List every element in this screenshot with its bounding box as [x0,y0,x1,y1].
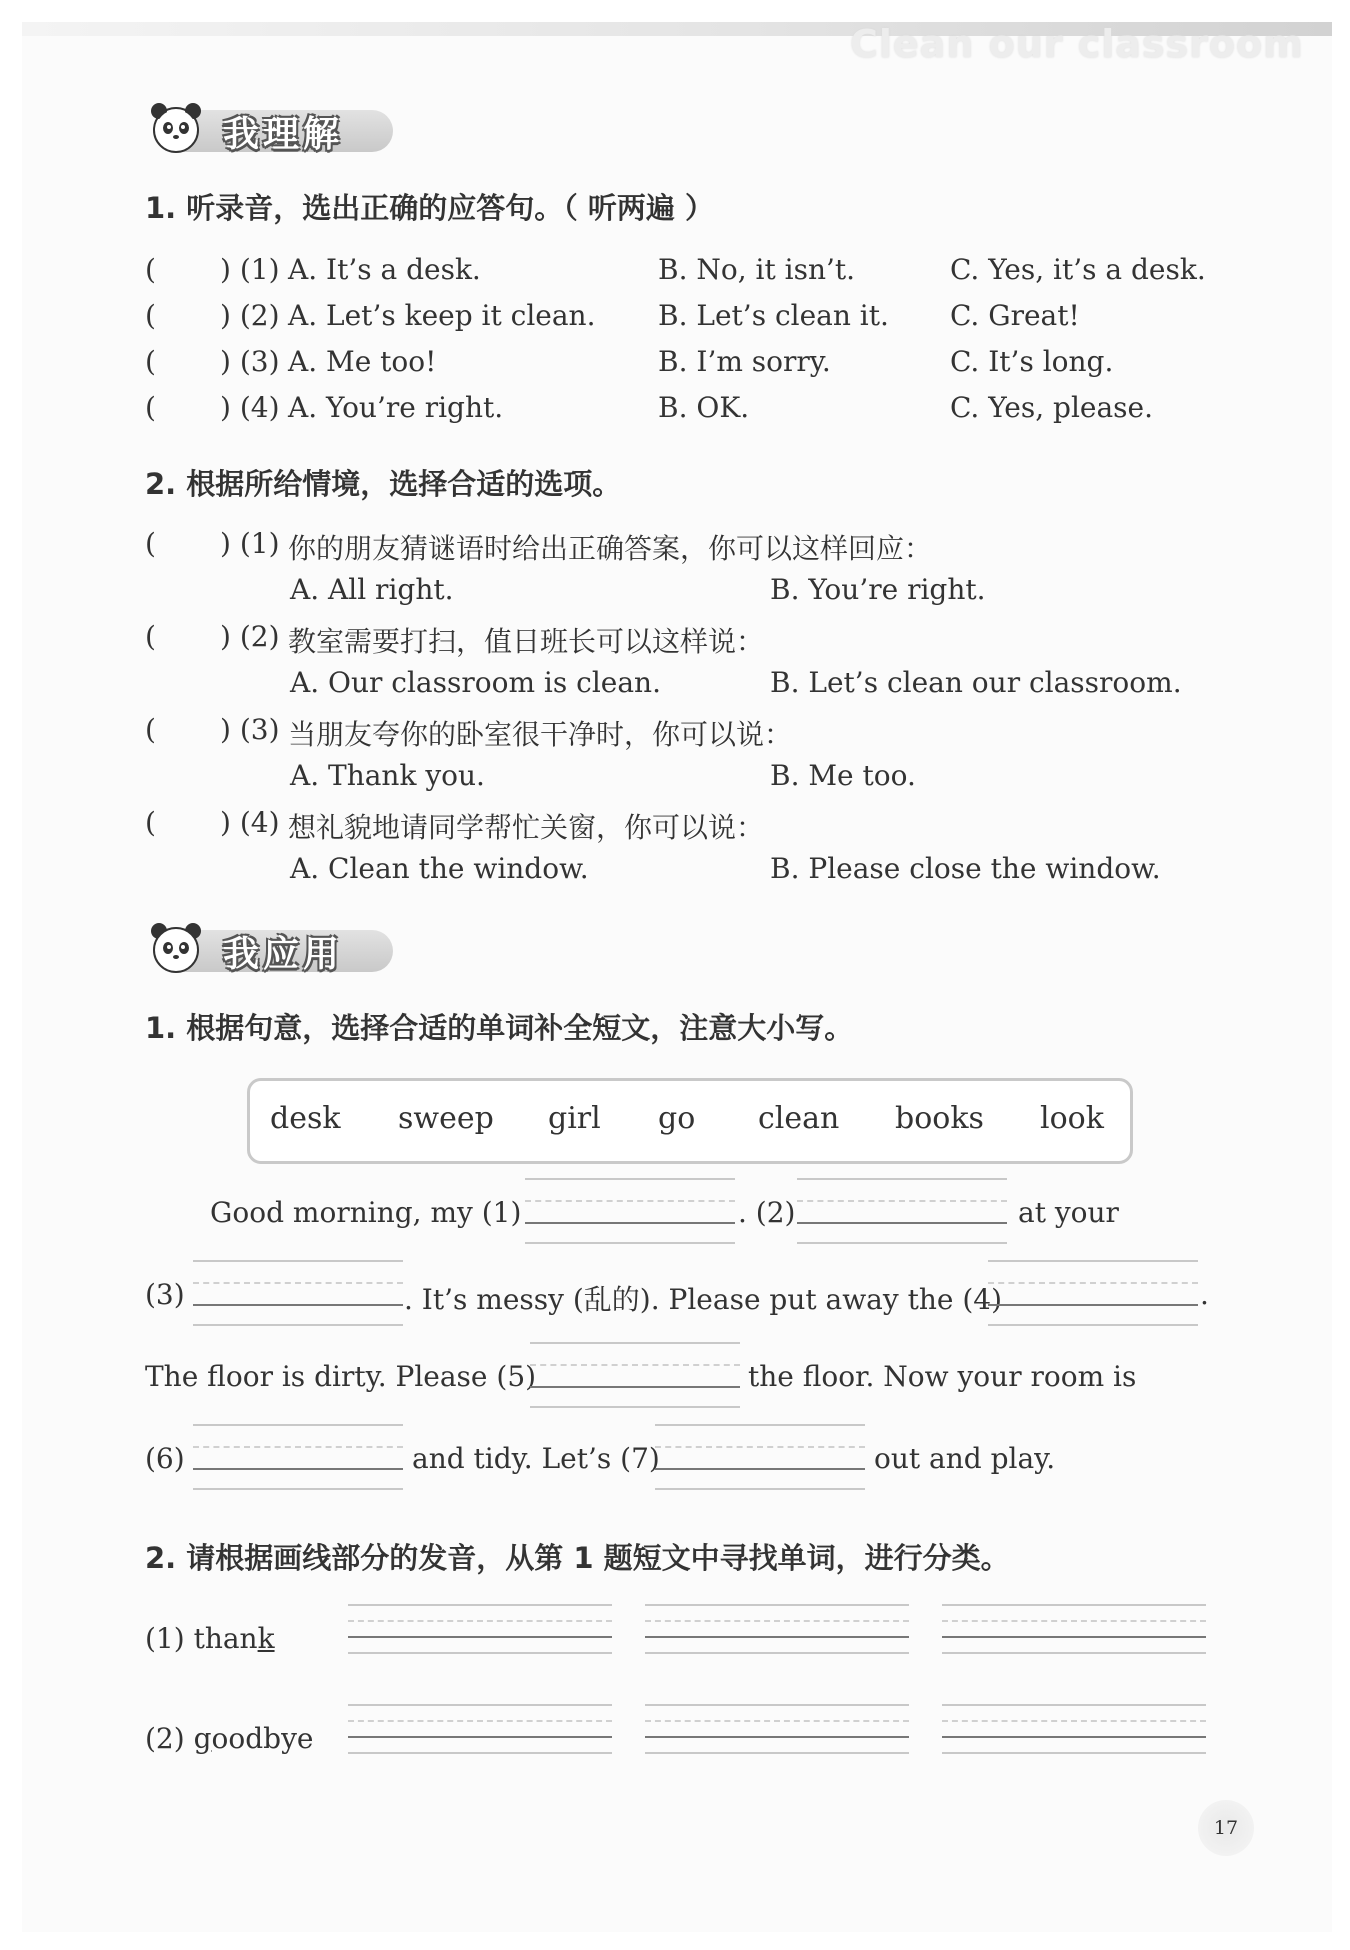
option-b: B. You’re right. [770,573,986,606]
option-a: A. Our classroom is clean. [290,666,661,699]
option-b: B. I’m sorry. [658,345,831,378]
sound-label-1: (1) thank [145,1622,275,1655]
word-bank-item: clean [758,1101,840,1136]
word-bank-item: desk [270,1101,341,1136]
unit-title: Clean our classroom [850,22,1304,66]
section-label: 我应用 [223,934,344,975]
option-a: A. Me too! [288,345,437,378]
option-b: B. OK. [658,391,750,424]
passage-text: (6) [145,1442,185,1475]
item-number: ) (3) [220,345,280,378]
answer-paren[interactable]: ( [145,299,156,332]
answer-paren[interactable]: ( [145,806,156,839]
option-c: C. Yes, please. [950,391,1153,424]
writing-line[interactable] [645,1604,909,1652]
answer-blank-5[interactable] [530,1342,740,1402]
situation-prompt: 教室需要打扫，值日班长可以这样说： [288,625,765,658]
answer-blank-2[interactable] [797,1178,1007,1238]
answer-paren[interactable]: ( [145,713,156,746]
item-number: ) (4) [220,806,280,839]
option-a: A. All right. [290,573,454,606]
word-bank-item: girl [548,1101,601,1136]
answer-blank-6[interactable] [193,1424,403,1484]
option-a: A. You’re right. [288,391,504,424]
item-number: ) (2) [220,299,280,332]
writing-line[interactable] [348,1704,612,1752]
question-title: 2. 根据所给情境，选择合适的选项。 [145,467,622,501]
passage-text: Good morning, my (1) [210,1196,522,1229]
answer-blank-3[interactable] [193,1260,403,1320]
passage-text: out and play. [874,1442,1056,1475]
option-c: C. It’s long. [950,345,1114,378]
word-bank-item: look [1040,1101,1104,1136]
option-b: B. Please close the window. [770,852,1161,885]
section-head-understand [145,96,405,156]
option-c: C. Great! [950,299,1080,332]
item-number: ) (4) [220,391,280,424]
passage-text: and tidy. Let’s (7) [412,1442,660,1475]
question-title: 2. 请根据画线部分的发音，从第 1 题短文中寻找单词，进行分类。 [145,1541,1010,1575]
item-number: ) (2) [220,620,280,653]
passage-text: (3) [145,1278,185,1311]
situation-prompt: 想礼貌地请同学帮忙关窗，你可以说： [288,811,765,844]
option-a: A. It’s a desk. [288,253,481,286]
option-b: B. Let’s clean our classroom. [770,666,1182,699]
passage-text: the floor. Now your room is [748,1360,1137,1393]
option-a: A. Let’s keep it clean. [288,299,596,332]
answer-paren[interactable]: ( [145,391,156,424]
item-number: ) (1) [220,253,280,286]
option-b: B. Let’s clean it. [658,299,889,332]
writing-line[interactable] [942,1704,1206,1752]
writing-line[interactable] [942,1604,1206,1652]
answer-blank-4[interactable] [988,1260,1198,1320]
question-title: 1. 听录音，选出正确的应答句。（ 听两遍 ） [145,191,714,225]
answer-paren[interactable]: ( [145,527,156,560]
panda-icon [145,916,207,978]
option-a: A. Clean the window. [290,852,589,885]
answer-paren[interactable]: ( [145,253,156,286]
option-b: B. No, it isn’t. [658,253,856,286]
word-bank-item: books [895,1101,984,1136]
option-b: B. Me too. [770,759,916,792]
passage-text: The floor is dirty. Please (5) [145,1360,537,1393]
word-bank-item: go [658,1101,696,1136]
writing-line[interactable] [645,1704,909,1752]
word-bank [247,1078,1133,1164]
sound-label-2: (2) goodbye [145,1722,314,1755]
answer-paren[interactable]: ( [145,620,156,653]
answer-blank-7[interactable] [655,1424,865,1484]
section-label: 我理解 [223,114,344,155]
option-c: C. Yes, it’s a desk. [950,253,1206,286]
panda-icon [145,96,207,158]
situation-prompt: 当朋友夸你的卧室很干净时，你可以说： [288,718,793,751]
option-a: A. Thank you. [290,759,485,792]
page-number: 17 [1198,1800,1254,1856]
answer-blank-1[interactable] [525,1178,735,1238]
passage-text: . It’s messy (乱的). Please put away the (4) [404,1283,1003,1316]
passage-text: at your [1018,1196,1119,1229]
question-title: 1. 根据句意，选择合适的单词补全短文，注意大小写。 [145,1011,854,1045]
item-number: ) (1) [220,527,280,560]
situation-prompt: 你的朋友猜谜语时给出正确答案，你可以这样回应： [288,532,933,565]
section-head-apply [145,916,405,976]
passage-text: . [1200,1278,1209,1311]
passage-text: . (2) [738,1196,796,1229]
item-number: ) (3) [220,713,280,746]
answer-paren[interactable]: ( [145,345,156,378]
word-bank-item: sweep [398,1101,494,1136]
writing-line[interactable] [348,1604,612,1652]
